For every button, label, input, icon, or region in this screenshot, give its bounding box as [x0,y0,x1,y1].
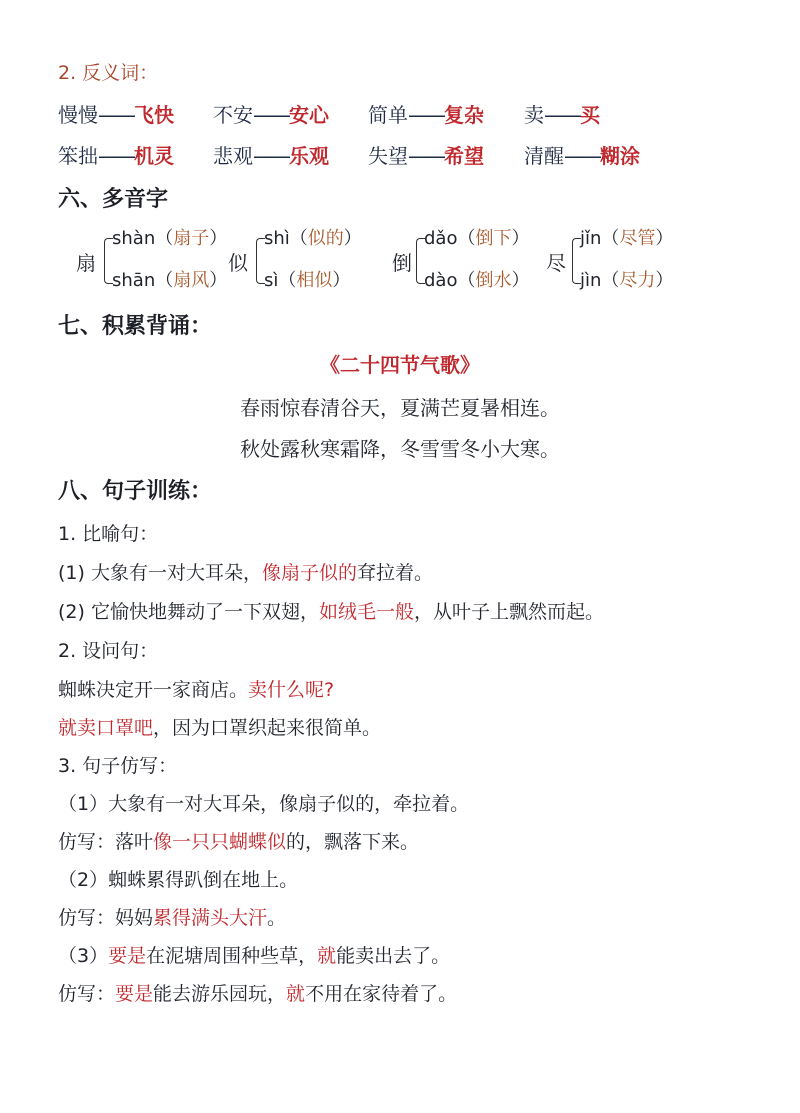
antonym-word: 希望 [444,144,484,168]
example-word: 尽力 [619,270,656,291]
example-word: 似的 [307,228,344,249]
pinyin: dào [424,270,458,291]
word: 悲观 [213,144,253,168]
antonym-word: 糊涂 [600,144,640,168]
dash: —— [564,144,600,168]
antonym-word: 飞快 [134,103,174,127]
antonym-word: 复杂 [444,103,484,127]
imitation-answer-2 [58,904,286,932]
highlight: 要是 [115,983,154,1005]
rhetorical-line-1 [58,676,334,704]
simile-line-2 [58,598,604,626]
polyphone-bottom: jìn（尽力） [580,270,674,291]
pinyin: shì [264,228,290,249]
example-word: 扇风 [173,270,210,291]
antonym-pair [368,100,484,130]
word: 简单 [368,103,408,127]
section-six-title: 六、多音字 [58,187,169,212]
dash: —— [544,103,580,127]
antonym-pair [524,141,640,171]
text: (2) 它愉快地舞动了一下双翅， [58,601,319,623]
text: 仿写： [58,983,116,1005]
polyphone-bottom: dào（倒水） [424,270,530,291]
polyphone-top: shàn（扇子） [112,228,228,249]
polyphone-char: 尽 [546,251,566,275]
highlight: 像一只只蝴蝶似 [153,831,287,853]
highlight: 累得满头大汗 [153,907,268,929]
dash: —— [253,144,289,168]
dash: —— [253,103,289,127]
text: 蜘蛛决定开一家商店。 [58,679,249,701]
pinyin: jìn [580,270,602,291]
dash: —— [98,144,134,168]
antonyms-subtitle: 2. 反义词： [58,62,159,84]
text: (1) 大象有一对大耳朵， [58,562,262,584]
poem-title-text: 二十四节气歌 [340,353,460,377]
word: 慢慢 [58,103,98,127]
pinyin: jǐn [580,228,602,249]
highlight: 就卖口罩吧 [58,717,154,739]
simile-line-1 [58,559,433,587]
example-word: 倒下 [475,228,512,249]
example-word: 尽管 [619,228,656,249]
antonym-pair [368,141,484,171]
polyphone-top: jǐn（尽管） [580,228,674,249]
dash: —— [408,144,444,168]
highlight: 卖什么呢? [248,679,335,701]
example-word: 相似 [296,270,333,291]
antonym-pair [524,100,600,130]
imitation-line-1: （1）大象有一对大耳朵，像扇子似的，牵拉着。 [58,793,470,815]
polyphone-top: dǎo（倒下） [424,228,530,249]
section-eight-title: 八、句子训练： [58,479,213,504]
pinyin: sì [264,270,279,291]
polyphone-char: 倒 [392,251,412,275]
book-mark: 》 [460,353,480,377]
text: 仿写：妈妈 [58,907,154,929]
poem-line: 秋处露秋寒霜降，冬雪雪冬小大寒。 [240,437,560,461]
antonym-word: 机灵 [134,144,174,168]
word: 失望 [368,144,408,168]
antonym-word: 安心 [289,103,329,127]
text: 能去游乐园玩， [153,983,287,1005]
imitation-line-2: （2）蜘蛛累得趴倒在地上。 [58,869,299,891]
antonym-pair [213,100,329,130]
dash: —— [408,103,444,127]
simile-label: 1. 比喻句： [58,523,159,545]
highlight: 像扇子似的 [261,562,357,584]
text: 耷拉着。 [356,562,433,584]
pinyin: shàn [112,228,156,249]
text: ，因为口罩织起来很简单。 [153,717,382,739]
antonym-pair [213,141,329,171]
antonym-pair [58,141,174,171]
text: 。 [267,907,287,929]
imitation-label: 3. 句子仿写： [58,755,178,777]
imitation-line-3 [58,942,450,970]
polyphone-char: 扇 [76,251,96,275]
highlight: 就 [317,945,337,967]
polyphone-top: shì（似的） [264,228,362,249]
poem-line: 春雨惊春清谷天，夏满芒夏暑相连。 [240,396,560,420]
imitation-answer-3 [58,980,457,1008]
antonym-pair [58,100,174,130]
word: 不安 [213,103,253,127]
text: 的，飘落下来。 [286,831,420,853]
text: 能卖出去了。 [336,945,451,967]
imitation-answer-1 [58,828,419,856]
text: 仿写：落叶 [58,831,154,853]
example-word: 倒水 [475,270,512,291]
section-seven-title: 七、积累背诵： [58,314,213,339]
pinyin: dǎo [424,228,458,249]
word: 清醒 [524,144,564,168]
highlight: 如绒毛一般 [318,601,414,623]
polyphone-char: 似 [228,251,248,275]
highlight: 就 [286,983,306,1005]
book-mark: 《 [320,353,340,377]
word: 卖 [524,103,544,127]
dash: —— [98,103,134,127]
text: 在泥塘周围种些草， [146,945,318,967]
text: ，从叶子上飘然而起。 [413,601,604,623]
highlight: 要是 [108,945,147,967]
example-word: 扇子 [173,228,210,249]
text: 不用在家待着了。 [305,983,458,1005]
polyphone-bottom: sì（相似） [264,270,351,291]
text: （3） [58,945,109,967]
antonym-word: 乐观 [289,144,329,168]
poem-title [0,350,800,380]
rhetorical-line-2 [58,714,381,742]
polyphone-bottom: shān（扇风） [112,270,228,291]
word: 笨拙 [58,144,98,168]
rhetorical-label: 2. 设问句： [58,640,159,662]
pinyin: shān [112,270,156,291]
antonym-word: 买 [580,103,600,127]
